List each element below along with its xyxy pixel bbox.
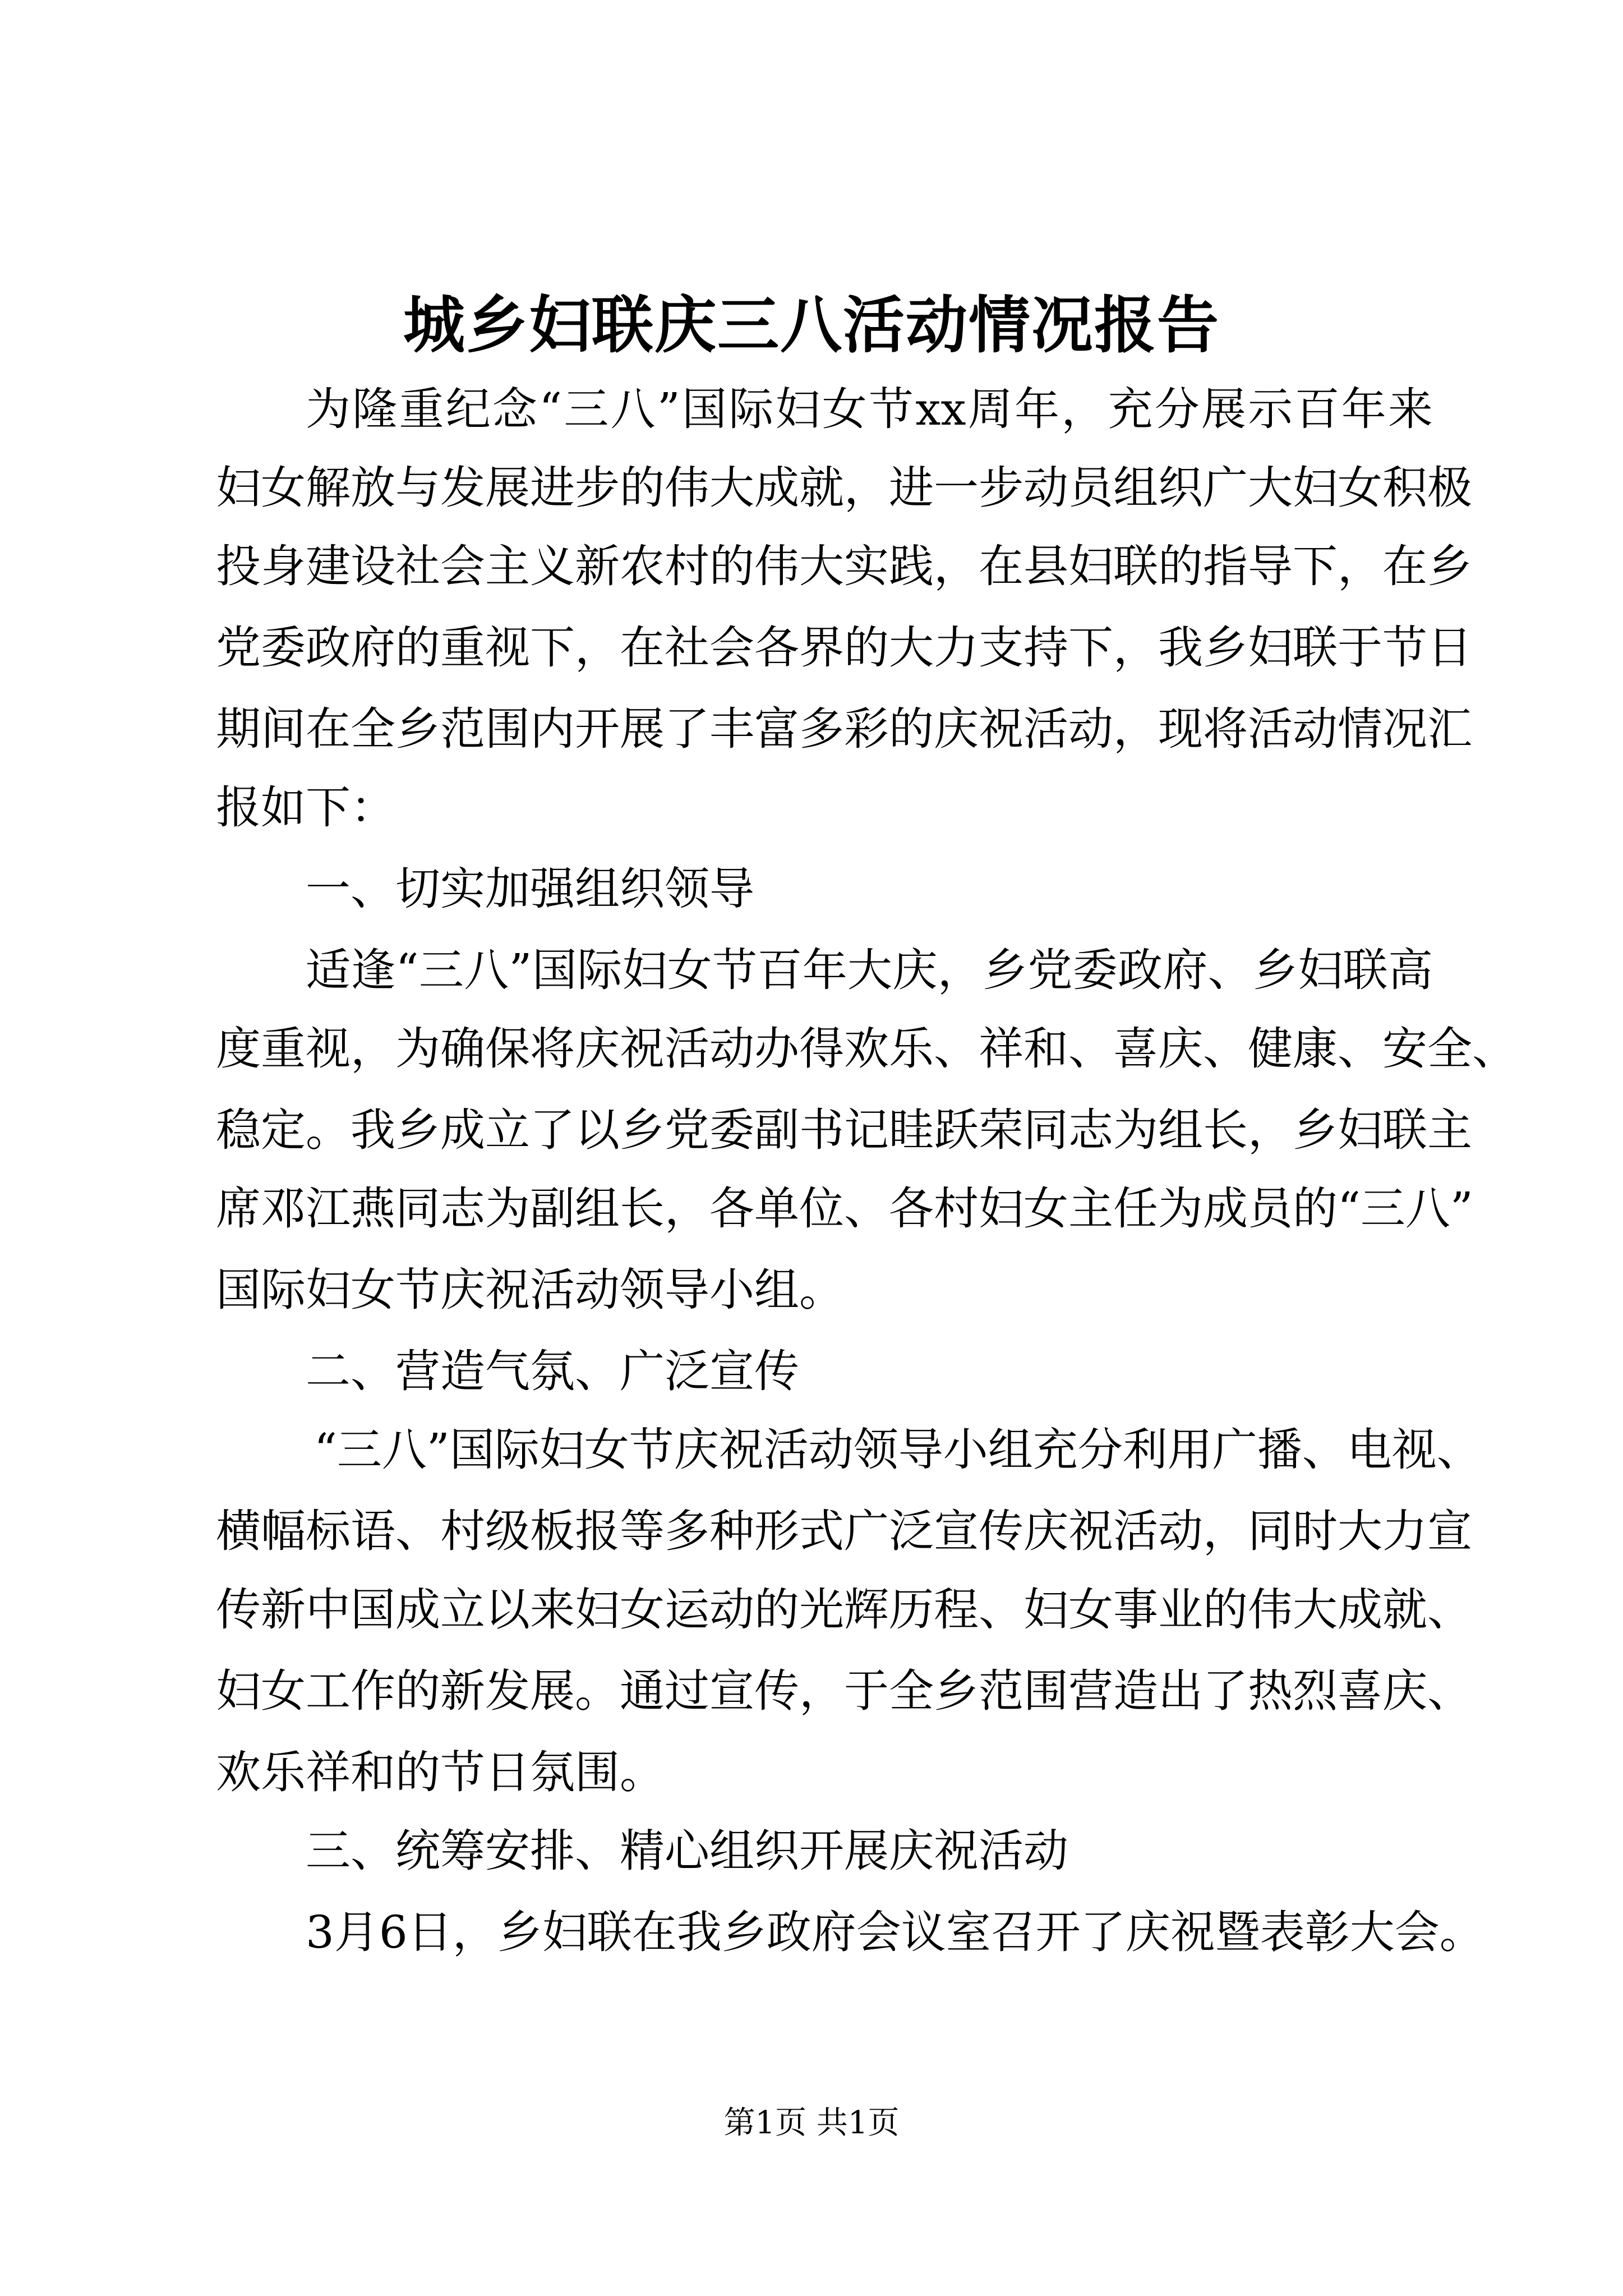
document-title: 城乡妇联庆三八活动情况报告	[403, 289, 1220, 361]
body-line: 党委政府的重视下，在社会各界的大力支持下，我乡妇联于节日	[216, 622, 1472, 674]
page-number: 第1页 共1页	[723, 2105, 900, 2141]
body-line: 横幅标语、村级板报等多种形式广泛宣传庆祝活动，同时大力宣	[216, 1505, 1472, 1557]
body-line: 欢乐祥和的节日氛围。	[216, 1746, 665, 1798]
section-heading: 二、营造气氛、广泛宣传	[306, 1345, 799, 1397]
body-line: 传新中国成立以来妇女运动的光辉历程、妇女事业的伟大成就、	[216, 1584, 1472, 1636]
body-line: 适逢“三八”国际妇女节百年大庆，乡党委政府、乡妇联高	[306, 944, 1433, 996]
body-line: 席邓江燕同志为副组长，各单位、各村妇女主任为成员的“三八”	[216, 1182, 1473, 1235]
body-line: 3月6日，乡妇联在我乡政府会议室召开了庆祝暨表彰大会。	[306, 1906, 1484, 1958]
body-line: 稳定。我乡成立了以乡党委副书记眭跃荣同志为组长，乡妇联主	[216, 1104, 1472, 1156]
body-line: 投身建设社会主义新农村的伟大实践，在县妇联的指导下，在乡	[216, 540, 1472, 592]
body-line: 期间在全乡范围内开展了丰富多彩的庆祝活动，现将活动情况汇	[216, 703, 1472, 755]
body-line: 度重视，为确保将庆祝活动办得欢乐、祥和、喜庆、健康、安全、	[216, 1023, 1517, 1075]
body-line: “三八”国际妇女节庆祝活动领导小组充分利用广播、电视、	[314, 1424, 1482, 1476]
body-line: 妇女工作的新发展。通过宣传，于全乡范围营造出了热烈喜庆、	[216, 1665, 1472, 1717]
body-line: 报如下：	[216, 781, 395, 834]
section-heading: 一、切实加强组织领导	[306, 863, 754, 915]
body-line: 妇女解放与发展进步的伟大成就，进一步动员组织广大妇女积极	[216, 462, 1472, 514]
body-line: 国际妇女节庆祝活动领导小组。	[216, 1264, 844, 1316]
section-heading: 三、统筹安排、精心组织开展庆祝活动	[306, 1825, 1068, 1877]
body-line: 为隆重纪念“三八”国际妇女节xx周年，充分展示百年来	[306, 383, 1433, 435]
